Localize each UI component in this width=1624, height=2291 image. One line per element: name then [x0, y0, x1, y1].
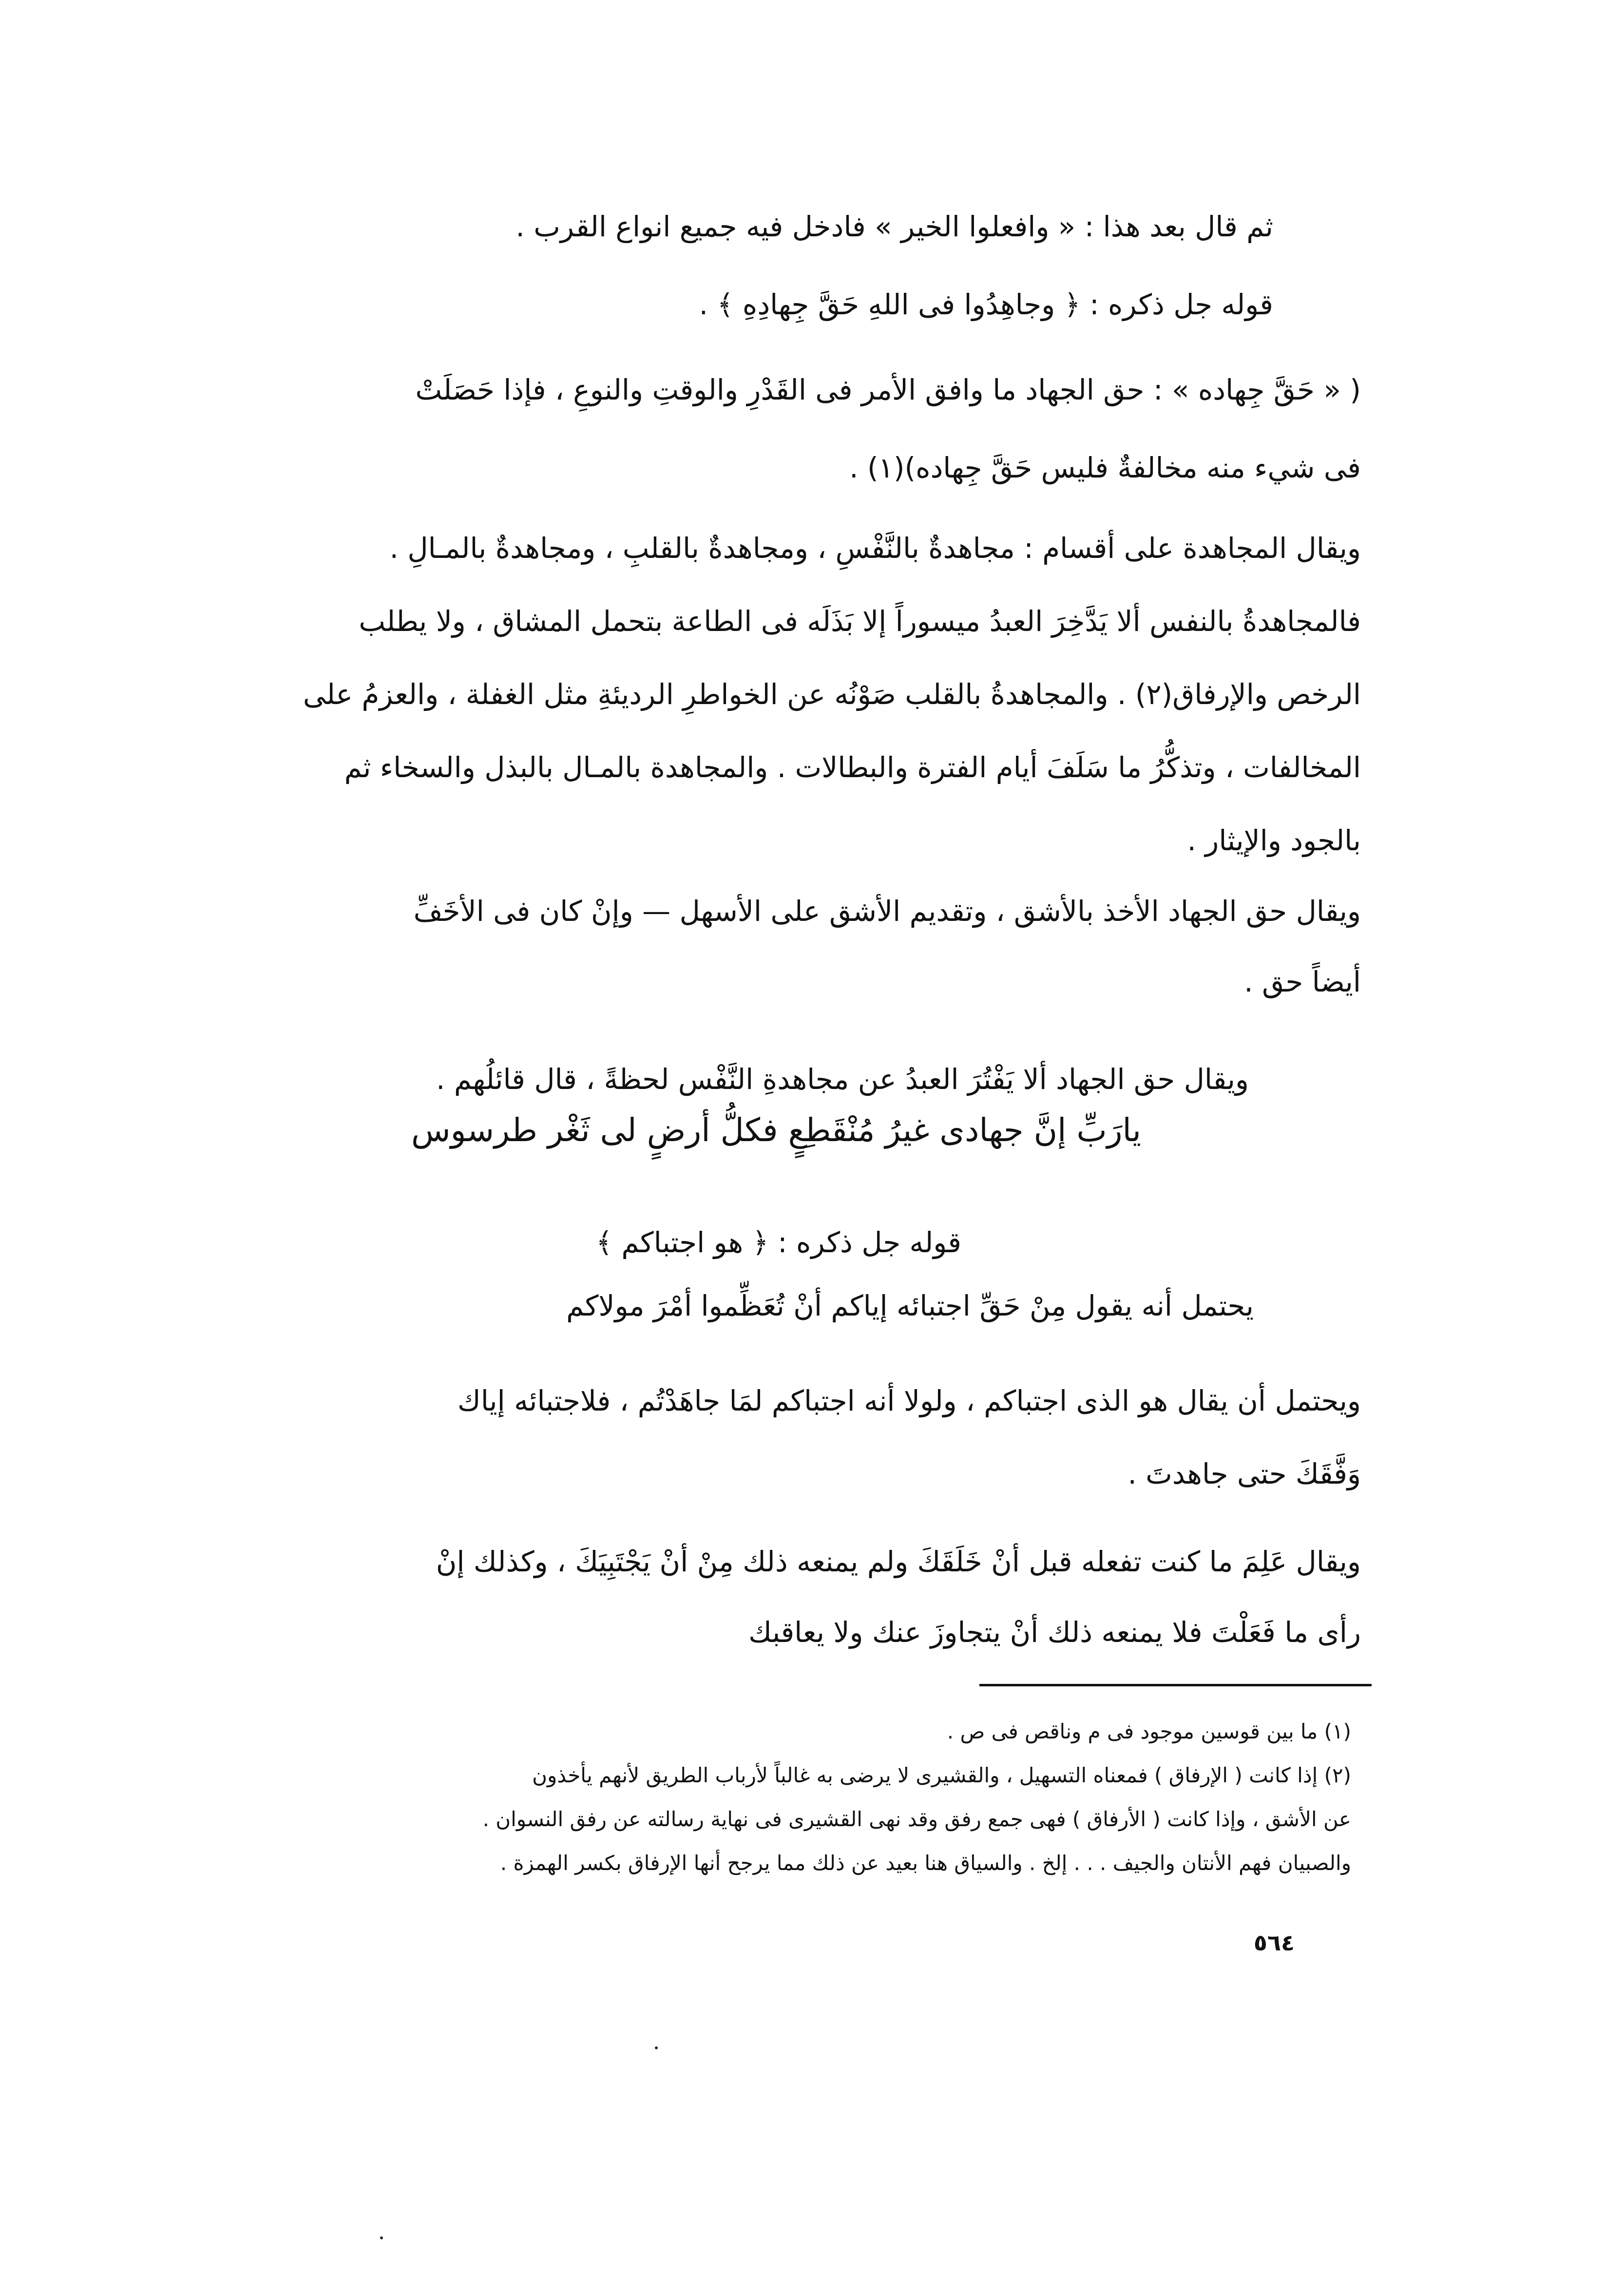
footnote-1: (١) ما بين قوسين موجود فى م وناقص فى ص . [947, 1719, 1351, 1743]
body-line-1: ثم قال بعد هذا : « وافعلوا الخير » فادخل فيه جميع انواع القرب . [516, 210, 1273, 243]
body-line-18: رأى ما فَعَلْتَ فلا يمنعه ذلك أنْ يتجاوزَ عنك ولا يعاقبك [748, 1616, 1361, 1649]
footnote-2-line-1: (٢) إذا كانت ( الإرفاق ) فمعناه التسهيل ، والقشيرى لا يرضى به غالباً لأرباب الطريق لأنهم يأخذون [532, 1763, 1351, 1787]
body-line-5: ويقال المجاهدة على أقسام : مجاهدةٌ بالنَّفْسِ ، ومجاهدةٌ بالقلبِ ، ومجاهدةٌ بالمـالِ . [389, 532, 1361, 565]
verse-heading-1: قوله جل ذكره : ﴿ وجاهِدُوا فى اللهِ حَقَّ جِهادِهِ ﴾ . [699, 288, 1273, 321]
body-line-15: ويحتمل أن يقال هو الذى اجتباكم ، ولولا أنه اجتباكم لمَا جاهَدْتُم ، فلاجتبائه إياك [457, 1384, 1361, 1417]
footnote-2-line-2: عن الأشق ، وإذا كانت ( الأرفاق ) فهى جمع رفق وقد نهى القشيرى فى نهاية رسالته عن رفق النسوان . [482, 1807, 1351, 1831]
body-line-6: فالمجاهدةُ بالنفس ألا يَدَّخِرَ العبدُ ميسوراً إلا بَذَلَه فى الطاعة بتحمل المشاق ، ولا يطلب [359, 605, 1361, 638]
body-line-4: فى شيء منه مخالفةٌ فليس حَقَّ جِهاده)(١) . [849, 451, 1361, 484]
body-line-8: المخالفات ، وتذكُّرُ ما سَلَفَ أيام الفترة والبطالات . والمجاهدة بالمـال بالبذل والسخاء ثم [344, 751, 1361, 784]
body-line-17: ويقال عَلِمَ ما كنت تفعله قبل أنْ خَلَقَكَ ولم يمنعه ذلك مِنْ أنْ يَجْتَبِيَكَ ، وكذلك إنْ [436, 1545, 1361, 1578]
body-line-3: ( « حَقَّ جِهاده » : حق الجهاد ما وافق الأمر فى القَدْرِ والوقتِ والنوعِ ، فإذا حَصَلَتْ [415, 373, 1361, 406]
body-line-12: ويقال حق الجهاد ألا يَفْتُرَ العبدُ عن مجاهدةِ النَّفْس لحظةً ، قال قائلُهم . [436, 1063, 1249, 1096]
footnote-2-line-3: والصبيان فهم الأنتان والجيف . . . إلخ . والسياق هنا بعيد عن ذلك مما يرجح أنها الإرفاق بكسر الهمزة . [500, 1851, 1351, 1875]
scan-speck [380, 2236, 383, 2239]
scan-speck [655, 2046, 658, 2049]
page-number: ٥٦٤ [1253, 1929, 1295, 1956]
body-line-7: الرخص والإرفاق(٢) . والمجاهدةُ بالقلب صَوْنُه عن الخواطرِ الرديئةِ مثل الغفلة ، والعزمُ على [303, 678, 1361, 711]
poetry-verse: يارَبِّ إنَّ جهادى غيرُ مُنْقَطِعٍ فكلُّ أرضٍ لى ثَغْر طرسوس [411, 1111, 1141, 1149]
footnote-divider [979, 1684, 1372, 1686]
body-line-16: وَفَّقَكَ حتى جاهدتَ . [1127, 1457, 1361, 1490]
verse-heading-2: قوله جل ذكره : ﴿ هو اجتباكم ﴾ [595, 1226, 961, 1259]
body-line-10: ويقال حق الجهاد الأخذ بالأشق ، وتقديم الأشق على الأسهل — وإنْ كان فى الأخَفِّ [413, 895, 1361, 928]
body-line-9: بالجود والإيثار . [1187, 824, 1361, 857]
body-line-14: يحتمل أنه يقول مِنْ حَقِّ اجتبائه إياكم أنْ تُعَظِّموا أمْرَ مولاكم [566, 1289, 1254, 1322]
body-line-11: أيضاً حق . [1244, 965, 1361, 998]
